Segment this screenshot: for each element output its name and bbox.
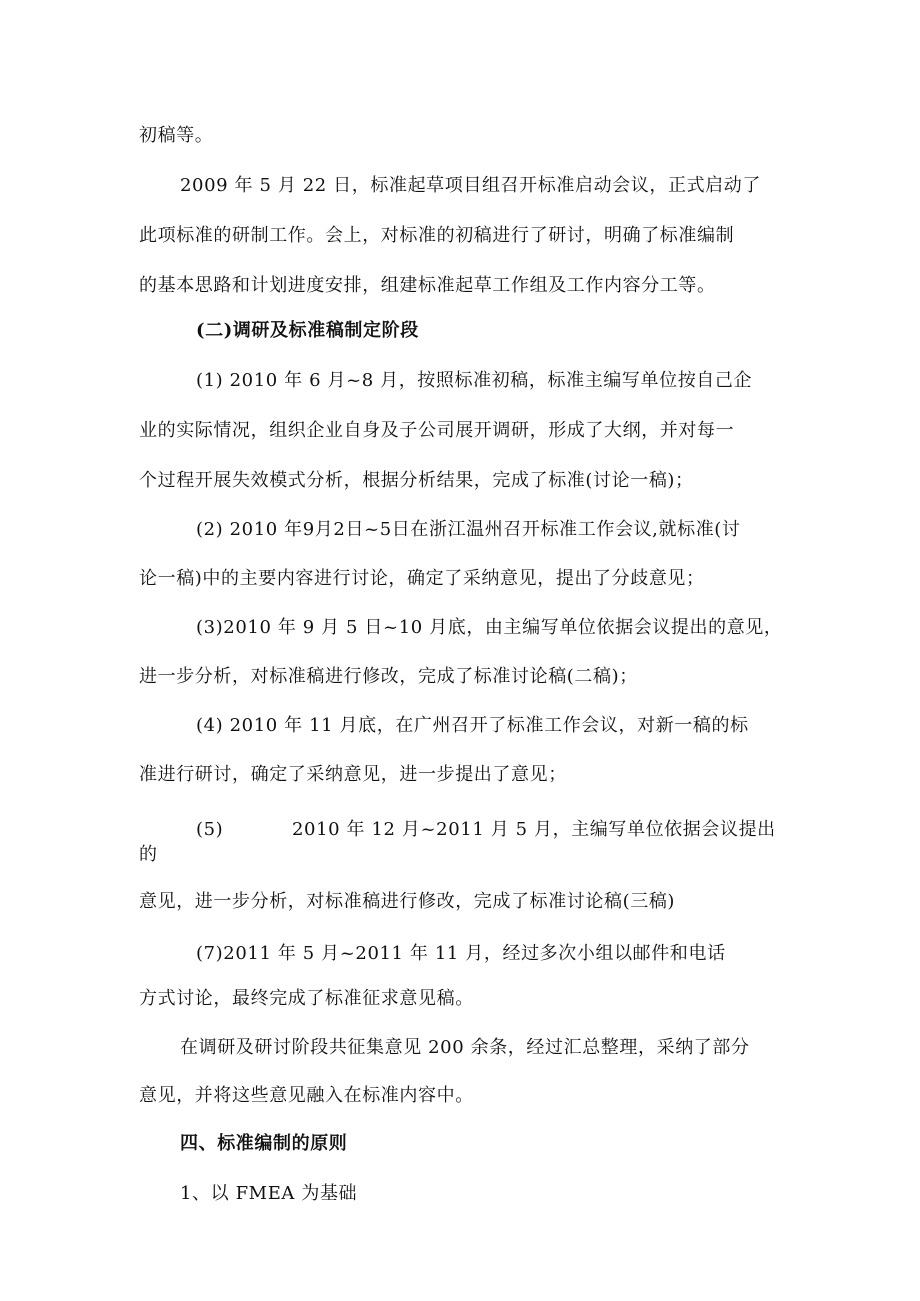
section-heading: 四、标准编制的原则 [180, 1133, 348, 1154]
paragraph-line: (2) 2010 年9月2日~5日在浙江温州召开标准工作会议,就标准(讨 [196, 519, 741, 540]
paragraph-line: (4) 2010 年 11 月底，在广州召开了标准工作会议，对新一稿的标 [196, 715, 749, 736]
paragraph-line: (1) 2010 年 6 月~8 月，按照标准初稿，标准主编写单位按自己企 [196, 370, 753, 391]
paragraph-line: 在调研及研讨阶段共征集意见 200 余条，经过汇总整理，采纳了部分 [180, 1037, 750, 1058]
paragraph-line: 业的实际情况，组织企业自身及子公司展开调研，形成了大纲，并对每一 [139, 420, 735, 441]
subsection-heading: 1、以 FMEA 为基础 [180, 1183, 358, 1204]
paragraph-line: 初稿等。 [139, 125, 214, 146]
paragraph-line: (7)2011 年 5 月~2011 年 11 月，经过多次小组以邮件和电话 [196, 943, 726, 964]
paragraph-line: (3)2010 年 9 月 5 日~10 月底，由主编写单位依据会议提出的意见， [196, 617, 783, 638]
paragraph-line: 的 [139, 844, 158, 865]
paragraph-line: 准进行研讨，确定了采纳意见，进一步提出了意见； [139, 764, 567, 785]
paragraph-line: 2010 年 12 月~2011 月 5 月，主编写单位依据会议提出 [292, 819, 776, 840]
paragraph-line: 论一稿)中的主要内容进行讨论，确定了采纳意见，提出了分歧意见； [139, 568, 705, 589]
paragraph-line: 进一步分析，对标准稿进行修改，完成了标准讨论稿(二稿)； [139, 666, 638, 687]
list-marker: (5) [196, 819, 224, 840]
paragraph-line: 此项标准的研制工作。会上，对标准的初稿进行了研讨，明确了标准编制 [139, 225, 735, 246]
paragraph-line: 方式讨论，最终完成了标准征求意见稿。 [139, 988, 474, 1009]
paragraph-line: 的基本思路和计划进度安排，组建标准起草工作组及工作内容分工等。 [139, 275, 716, 296]
section-heading: (二)调研及标准稿制定阶段 [196, 320, 419, 341]
paragraph-line: 意见，并将这些意见融入在标准内容中。 [139, 1085, 474, 1106]
paragraph-line: 意见，进一步分析，对标准稿进行修改，完成了标准讨论稿(三稿) [139, 891, 676, 912]
paragraph-line: 个过程开展失效模式分析，根据分析结果，完成了标准(讨论一稿)； [139, 470, 694, 491]
paragraph-line: 2009 年 5 月 22 日，标准起草项目组召开标准启动会议，正式启动了 [180, 175, 761, 196]
